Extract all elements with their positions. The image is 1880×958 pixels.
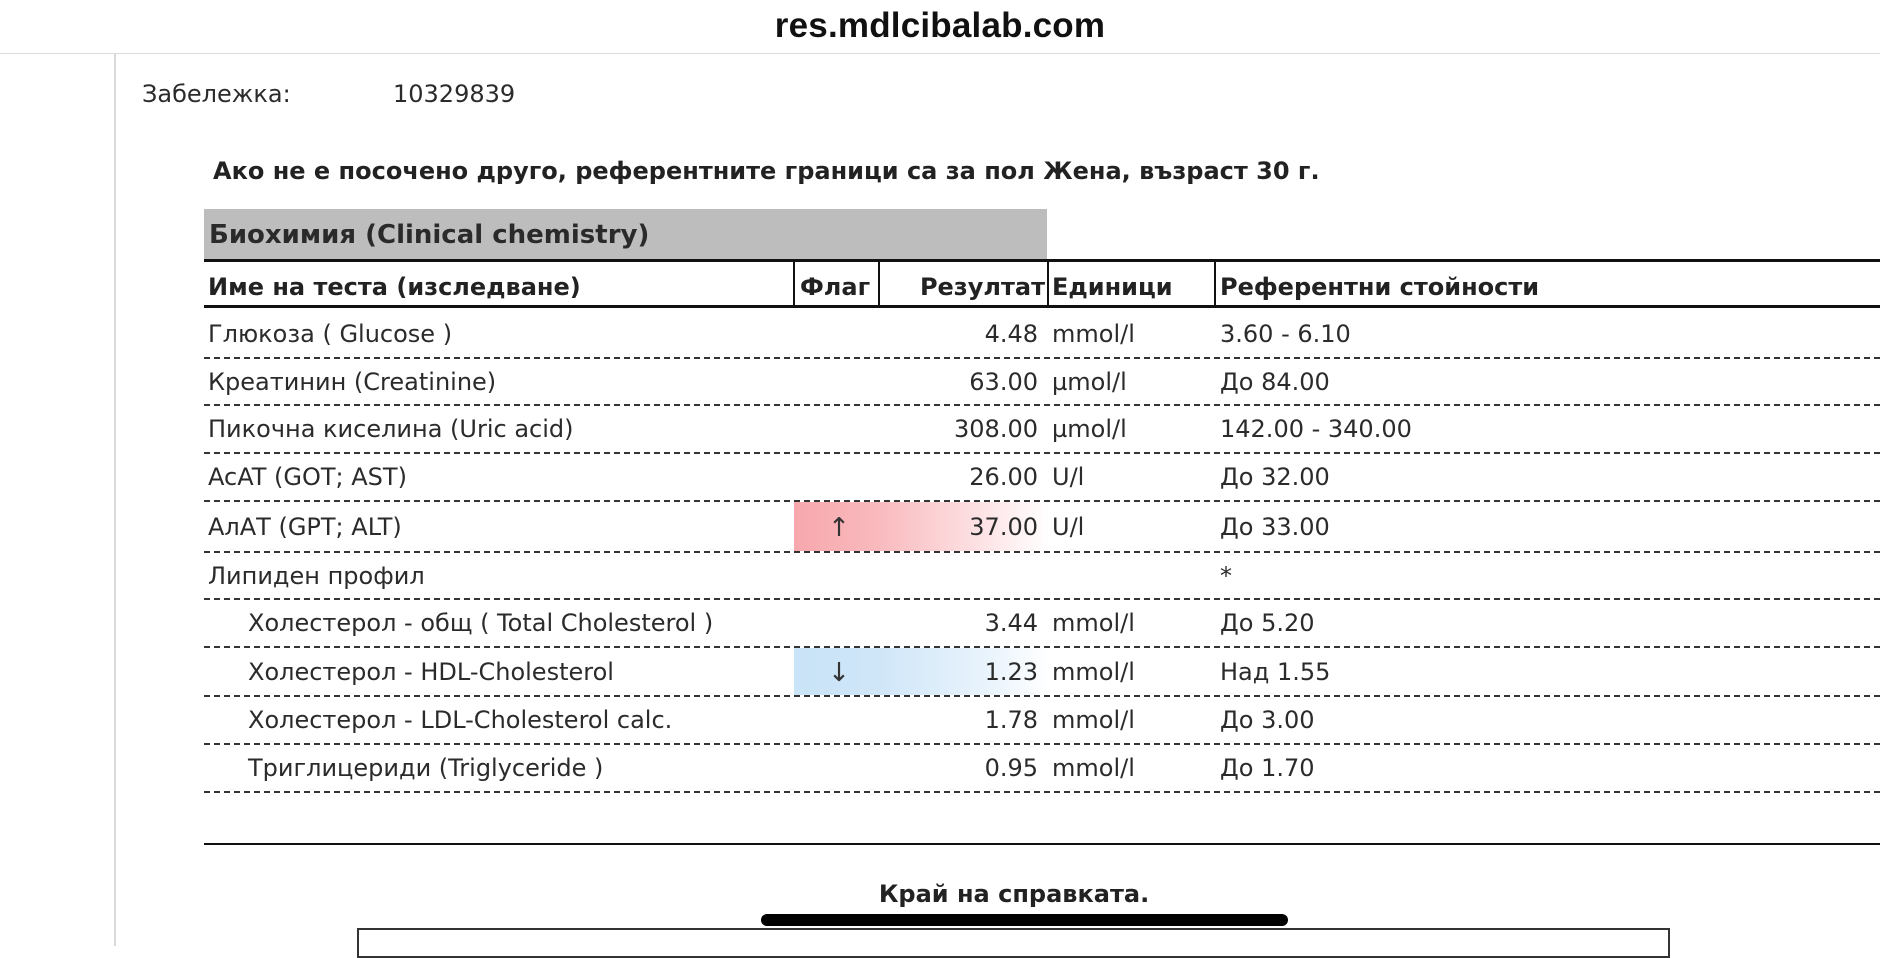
test-result: 37.00 [969,513,1038,541]
test-reference: Над 1.55 [1220,658,1331,686]
test-name: АлАТ (GPT; ALT) [208,513,402,541]
test-units: mmol/l [1052,320,1135,348]
reference-note: Ако не е посочено друго, референтните граници са за пол Жена, възраст 30 г. [213,157,1320,185]
url-text[interactable]: res.mdlcibalab.com [774,6,1106,45]
test-result: 0.95 [984,754,1038,782]
browser-address-bar[interactable] [0,0,1880,54]
table-row [204,553,1880,600]
column-divider [1047,259,1049,308]
test-result: 1.78 [984,706,1038,734]
column-header-reference: Референтни стойности [1220,273,1540,301]
test-name: Холестерол - общ ( Total Cholesterol ) [248,609,714,637]
test-result: 26.00 [969,463,1038,491]
table-row [204,745,1880,793]
test-name: Пикочна киселина (Uric acid) [208,415,574,443]
test-units: mmol/l [1052,754,1135,782]
test-result: 308.00 [954,415,1038,443]
test-reference: * [1220,562,1232,590]
home-indicator[interactable] [761,914,1288,926]
test-reference: 3.60 - 6.10 [1220,320,1351,348]
table-row [204,600,1880,648]
test-name: Глюкоза ( Glucose ) [208,320,453,348]
arrow-down-icon: ↓ [828,658,850,688]
left-divider [114,53,116,946]
column-divider [878,259,880,308]
table-row [204,697,1880,745]
test-reference: До 1.70 [1220,754,1315,782]
test-reference: До 84.00 [1220,368,1330,396]
test-reference: До 32.00 [1220,463,1330,491]
note-label: Забележка: [142,80,291,108]
column-header-result: Резултат [919,273,1045,301]
arrow-up-icon: ↑ [828,513,850,543]
test-result: 1.23 [984,658,1038,686]
note-value: 10329839 [393,80,516,108]
test-name: Липиден профил [208,562,425,590]
table-row [204,406,1880,454]
test-units: mmol/l [1052,658,1135,686]
table-row [204,311,1880,359]
table-row [204,359,1880,406]
table-row [204,502,1880,553]
test-reference: До 33.00 [1220,513,1330,541]
test-result: 63.00 [969,368,1038,396]
test-units: mmol/l [1052,706,1135,734]
test-name: Холестерол - LDL-Cholesterol calc. [248,706,673,734]
test-reference: До 3.00 [1220,706,1315,734]
section-header [204,209,1047,259]
column-header-test: Име на теста (изследване) [208,273,581,301]
table-bottom-rule [204,843,1880,845]
test-name: Холестерол - HDL-Cholesterol [248,658,614,686]
test-units: µmol/l [1052,368,1127,396]
test-name: AcAT (GOT; AST) [208,463,407,491]
table-row [204,454,1880,502]
test-result: 3.44 [984,609,1038,637]
test-units: U/l [1052,463,1085,491]
column-divider [793,259,795,308]
column-divider [1214,259,1216,308]
test-units: mmol/l [1052,609,1135,637]
test-name: Креатинин (Creatinine) [208,368,497,396]
test-name: Триглицериди (Triglyceride ) [248,754,604,782]
bottom-box [357,928,1670,958]
test-result: 4.48 [984,320,1038,348]
test-reference: 142.00 - 340.00 [1220,415,1412,443]
test-units: µmol/l [1052,415,1127,443]
table-header [204,259,1880,308]
column-header-flag: Флаг [800,273,871,301]
section-title: Биохимия (Clinical chemistry) [209,220,650,250]
test-reference: До 5.20 [1220,609,1315,637]
table-row [204,648,1880,697]
test-units: U/l [1052,513,1085,541]
column-header-units: Единици [1052,273,1173,301]
end-of-report: Край на справката. [878,880,1150,908]
